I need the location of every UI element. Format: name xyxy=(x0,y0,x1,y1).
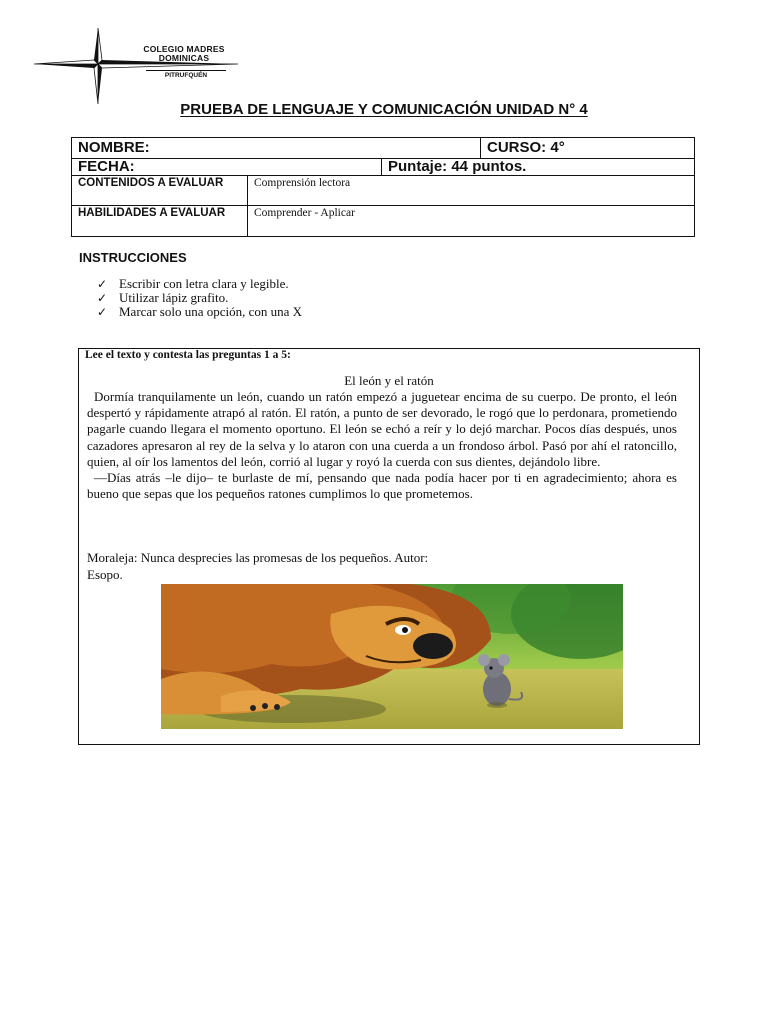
school-name-line2: DOMINICAS xyxy=(158,53,210,63)
list-item xyxy=(97,291,302,305)
moral-line-2: Esopo. xyxy=(87,566,123,582)
habilidades-value: Comprender - Aplicar xyxy=(248,206,695,237)
story-title: El león y el ratón xyxy=(344,373,434,388)
list-item xyxy=(97,305,302,319)
page-title-text: PRUEBA DE LENGUAJE Y COMUNICACIÓN UNIDAD N° 4 xyxy=(180,101,588,118)
moral-text xyxy=(87,550,687,583)
lion-and-mouse-illustration xyxy=(161,584,623,729)
instructions-list xyxy=(97,277,302,319)
contenidos-label: CONTENIDOS A EVALUAR xyxy=(72,176,248,206)
story-paragraph-1: Dormía tranquilamente un león, cuando un ratón empezó a juguetear encima de su cuerpo. De pronto, el león despertó y rápidamente atrapó al ratón. El ratón, a punto de ser devorado, le rogó que lo perdonara, prometiendo pagarle cuando llegara el momento oportuno. El león se echó a reír y lo dejó marchar. Pocos días después, unos cazadores apresaron al rey de la selva y lo ataron con una cuerda a un frondoso árbol. Pasó por ahí el ratoncillo, quien, al oír los lamentos del león, corrió al lugar y royó la cuerda con sus dientes, dejándolo libre. xyxy=(87,389,677,469)
story-paragraph-2: —Días atrás –le dijo– te burlaste de mí, pensando que nada podía hacer por ti en agradecimiento; ahora es bueno que sepas que los pequeños ratones cumplimos lo que prometemos. xyxy=(87,470,677,502)
reading-box xyxy=(78,348,700,745)
nombre-field[interactable]: NOMBRE: xyxy=(72,138,481,159)
school-town: PITRUFQUÉN xyxy=(146,70,226,79)
school-name xyxy=(134,45,234,63)
compass-star-icon xyxy=(30,26,240,106)
school-logo xyxy=(30,26,240,106)
student-info-table xyxy=(71,137,695,237)
instructions-heading: INSTRUCCIONES xyxy=(79,250,187,265)
fecha-field[interactable]: FECHA: xyxy=(72,159,382,176)
list-item xyxy=(97,277,302,291)
check-mark-icon: ✓ xyxy=(97,291,108,305)
story-body xyxy=(87,389,677,502)
school-name-line1: COLEGIO MADRES xyxy=(143,44,225,54)
reading-prompt: Lee el texto y contesta las preguntas 1 a 5: xyxy=(85,349,291,361)
contenidos-value: Comprensión lectora xyxy=(248,176,695,206)
instruction-text: Utilizar lápiz grafito. xyxy=(119,290,229,305)
habilidades-label: HABILIDADES A EVALUAR xyxy=(72,206,248,237)
page-title xyxy=(0,101,768,118)
check-mark-icon: ✓ xyxy=(97,305,108,319)
moral-line-1: Moraleja: Nunca desprecies las promesas de los pequeños. Autor: xyxy=(87,550,429,565)
instruction-text: Escribir con letra clara y legible. xyxy=(119,276,289,291)
curso-field[interactable]: CURSO: 4° xyxy=(481,138,695,159)
check-mark-icon: ✓ xyxy=(97,277,108,291)
instruction-text: Marcar solo una opción, con una X xyxy=(119,304,303,319)
puntaje-field: Puntaje: 44 puntos. xyxy=(382,159,695,176)
